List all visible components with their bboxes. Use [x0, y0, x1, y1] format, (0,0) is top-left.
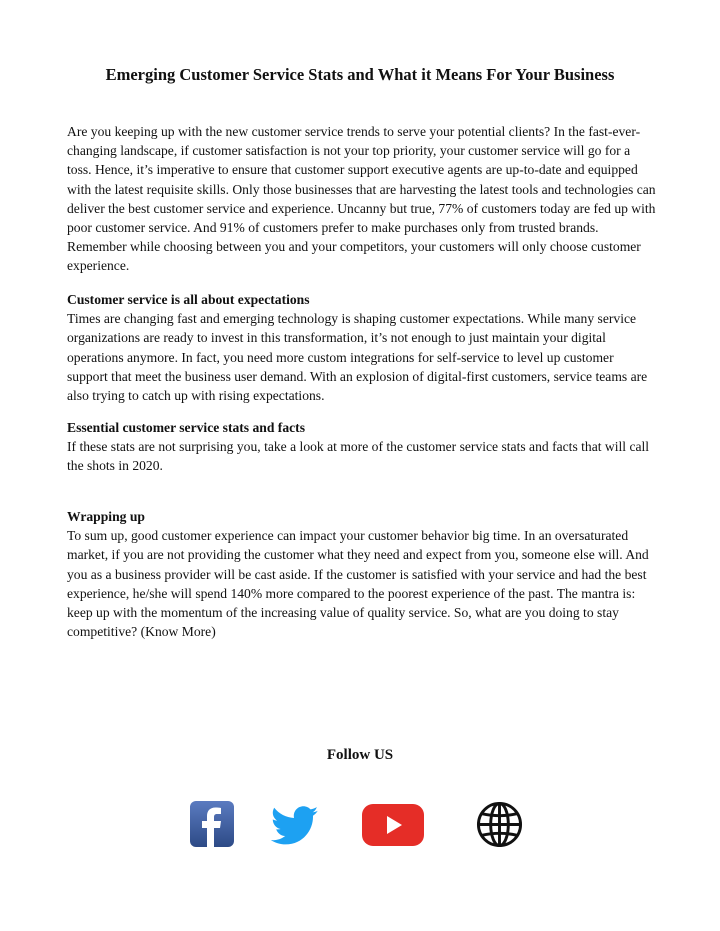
section-heading: Wrapping up — [67, 509, 145, 524]
section-body: To sum up, good customer experience can impact your customer behavior big time. In an oversaturated market, if you are not providing the customer what they need and expect from you, someone else will. And you as a business provider will be cast aside. If the customer is satisfied with your service and had the best experience, he/she will spend 140% more compared to the poorest experience of the past. The mantra is: keep up with the momentum of the increasing value of quality service. So, what are you doing to stay competitive? (Know More) — [67, 528, 649, 640]
page-title: Emerging Customer Service Stats and What it Means For Your Business — [105, 65, 615, 84]
facebook-icon[interactable] — [190, 801, 234, 847]
section-body: Times are changing fast and emerging technology is shaping customer expectations. While many service organizations are ready to invest in this transformation, it’s not enough to just maintain your digital operations anymore. In fact, you need more custom integrations for self-service to level up customer support that meet the business user demand. With an explosion of digital-first customers, service teams are also trying to catch up with rising expectations. — [67, 311, 648, 404]
section-heading: Customer service is all about expectations — [67, 292, 310, 307]
globe-icon[interactable] — [476, 801, 523, 848]
youtube-icon[interactable] — [362, 804, 424, 846]
section-expectations — [67, 290, 657, 405]
section-stats-facts — [67, 418, 657, 476]
intro-paragraph-block — [67, 122, 657, 276]
section-wrapping-up — [67, 507, 657, 641]
intro-paragraph: Are you keeping up with the new customer service trends to serve your potential clients? In the fast-ever-changing landscape, if customer satisfaction is not your top priority, your customer service will go for a toss. Hence, it’s imperative to ensure that customer support executive agents are up-to-date and equipped with the latest requisite skills. Only those businesses that are harvesting the latest tools and technologies can deliver the best customer service and experience. Uncanny but true, 77% of customers today are fed up with poor customer service. And 91% of customers prefer to make purchases only from trusted brands. Remember while choosing between you and your competitors, your customers will only choose customer experience. — [67, 124, 656, 274]
section-heading: Essential customer service stats and facts — [67, 420, 305, 435]
follow-us-heading: Follow US — [326, 747, 394, 763]
section-body: If these stats are not surprising you, take a look at more of the customer service stats and facts that will call the shots in 2020. — [67, 439, 650, 474]
twitter-icon[interactable] — [270, 806, 320, 846]
